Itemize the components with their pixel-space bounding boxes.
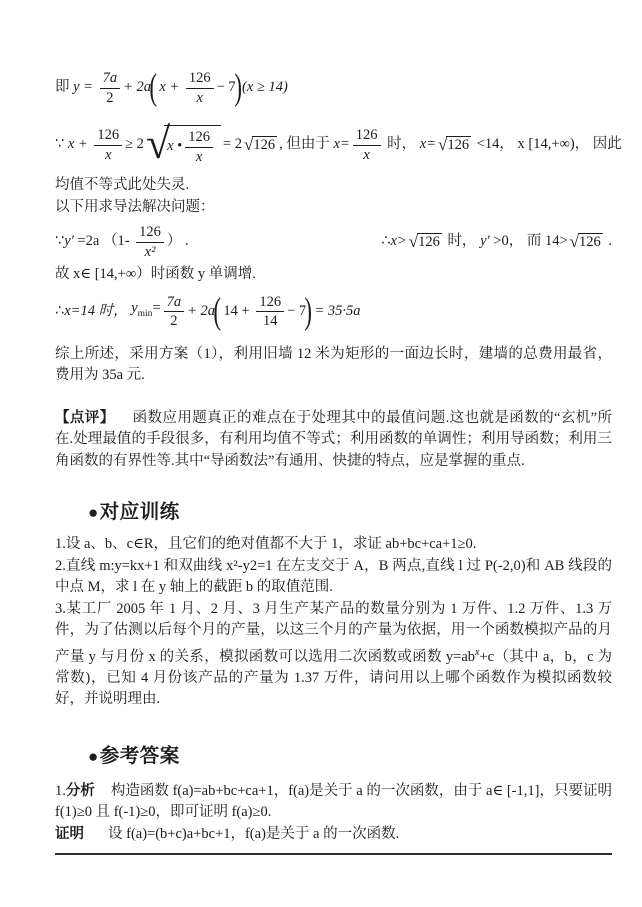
formula-text: <14， x [14,+∞)， 因此 xyxy=(473,136,622,153)
radical-sign-icon: √ xyxy=(437,135,448,155)
fraction xyxy=(136,224,164,259)
formula-text: x= xyxy=(333,136,350,153)
formula-text: =2a （1- xyxy=(77,233,134,250)
formula-text: = xyxy=(152,299,161,316)
radical-sign-icon: √ xyxy=(244,135,254,155)
fraction xyxy=(94,127,122,162)
formula-text: − 7 xyxy=(287,302,307,319)
fraction xyxy=(186,70,214,105)
fraction-denominator: 2 xyxy=(164,311,185,329)
fraction-numerator: 126 xyxy=(139,224,161,241)
fraction-numerator: 126 xyxy=(188,129,210,146)
formula-text: y′ xyxy=(480,233,494,250)
proof-label: 证明 xyxy=(55,825,84,842)
formula-text: ） . xyxy=(166,233,189,250)
fraction xyxy=(185,129,213,164)
item3-text: 3.某工厂 2005 年 1 月、2 月、3 月生产某产品的数量分别为 1 万件、1.2 万件、1.3 万件，为了估测以后每个月的产量，以这三个月的产量为依据，用一个函数模拟产品的月产量 y 与月份 x 的关系，模拟函数可以选用二次函数或函数 y=ab xyxy=(55,600,612,665)
formula-text: (x ≥ 14) xyxy=(241,79,288,96)
formula-cost-function: 即 y = $\frac{7a}{2}$ + 2a ( x + $\frac{126}{x}$ − 7 ) (x ≥ 14) xyxy=(55,67,288,108)
fraction xyxy=(164,294,185,329)
formula-text: x> xyxy=(390,233,407,250)
section-heading-answers xyxy=(55,743,612,770)
formula-text: x=14 时， xyxy=(64,302,132,319)
training-item-2: 2.直线 m:y=kx+1 和双曲线 x²-y2=1 在左支交于 A，B 两点,直线 l 过 P(-2,0)和 AB 线段的中点 M，求 l 在 y 轴上的截距 b 的取值范围. xyxy=(55,557,612,595)
radical: √ x • $\frac{126}{x}$ xyxy=(146,125,221,164)
derivative-right xyxy=(381,231,612,253)
fraction-denominator: 2 xyxy=(100,88,121,106)
answer-proof-paragraph xyxy=(55,824,612,846)
fraction-denominator: x xyxy=(186,88,214,106)
fraction-numerator: 7a xyxy=(102,70,118,87)
fraction-denominator: x xyxy=(353,145,381,163)
formula-text: 即 xyxy=(55,79,74,96)
fraction-denominator: x xyxy=(185,147,213,165)
fraction-denominator: x² xyxy=(136,242,164,260)
formula-text: y xyxy=(131,299,138,316)
formula-text: + 2a xyxy=(123,79,152,96)
fraction-numerator: 7a xyxy=(166,293,182,310)
formula-text: ≥ 2 xyxy=(125,136,144,153)
text-line-derivative-intro: 以下用求导法解决问题： xyxy=(55,198,215,215)
therefore-symbol: ∴ xyxy=(55,302,65,319)
therefore-symbol: ∴ xyxy=(381,233,391,250)
formula-text: . xyxy=(604,233,612,250)
fraction xyxy=(100,70,121,105)
section-title: 参考答案 xyxy=(99,745,180,767)
comment-paragraph xyxy=(55,408,612,473)
fraction-denominator: 14 xyxy=(256,311,284,329)
text-line-amgm-fails: 均值不等式此处失灵. xyxy=(55,177,190,193)
formula-text: >0， 而 14> xyxy=(493,233,568,250)
answer-analysis-paragraph xyxy=(55,781,612,824)
radical-sign-icon: √ xyxy=(408,232,419,252)
radical xyxy=(244,136,277,154)
because-symbol: ∵ xyxy=(55,136,68,153)
formula-text: y = xyxy=(73,79,97,96)
radicand xyxy=(164,125,221,164)
because-symbol: ∵ xyxy=(55,233,65,250)
analysis-label: 分析 xyxy=(65,782,95,799)
formula-text: = 2 xyxy=(222,136,243,153)
radicand: 126 xyxy=(447,137,470,154)
formula-derivative xyxy=(55,220,612,264)
section-heading-training xyxy=(55,499,612,526)
answer-number: 1. xyxy=(55,782,66,799)
fraction xyxy=(353,127,381,162)
radical-sign-icon: √ xyxy=(569,232,579,252)
proof-text: 设 f(a)=(b+c)a+bc+1，f(a)是关于 a 的一次函数. xyxy=(108,825,400,842)
formula-text: − 7 xyxy=(216,79,236,96)
fraction-numerator: 126 xyxy=(97,127,120,144)
formula-text: = 35·5a xyxy=(314,302,361,319)
dot-operator: • xyxy=(177,138,183,155)
radical xyxy=(438,136,471,154)
radicand: 126 xyxy=(253,137,276,154)
formula-amgm xyxy=(55,117,622,173)
item3-exponent: x xyxy=(475,646,480,658)
radical xyxy=(409,233,442,251)
fraction-denominator: x xyxy=(94,145,122,163)
fraction xyxy=(256,294,284,329)
text-line-monotonic: 故 x∈ [14,+∞）时函数 y 单调增. xyxy=(55,266,256,282)
comment-label: 【点评】 xyxy=(55,409,115,426)
comment-text: 函数应用题真正的难点在于处理其中的最值问题.这也就是函数的“玄机”所在.处理最值的手段很多，有利用均值不等式；利用函数的单调性；利用导函数；利用三角函数的有界性等.其中“导函数法”有通用、快捷的特点，应是掌握的重点. xyxy=(55,409,612,469)
formula-text: 时， xyxy=(443,233,481,250)
radical xyxy=(570,233,603,251)
fraction-numerator: 126 xyxy=(355,127,378,144)
formula-text: 时， xyxy=(383,136,420,153)
bullet-icon: ● xyxy=(88,503,99,522)
formula-text: 14 + xyxy=(223,302,254,319)
radicand: 126 xyxy=(579,234,601,251)
fraction-numerator: 126 xyxy=(188,70,211,87)
fraction-numerator: 126 xyxy=(259,293,282,310)
derivative-left xyxy=(55,224,189,259)
conclusion-paragraph: 综上所述，采用方案（1），利用旧墙 12 米为矩形的一面边长时，建墙的总费用最省，费用为 35a 元. xyxy=(55,345,612,383)
formula-text: x + xyxy=(67,136,92,153)
bottom-divider xyxy=(55,853,612,855)
analysis-text: 构造函数 f(a)=ab+bc+ca+1，f(a)是关于 a 的一次函数，由于 a∈ [-1,1]，只要证明 f(1)≥0 且 f(-1)≥0，即可证明 f(a)≥0. xyxy=(55,782,613,821)
section-title: 对应训练 xyxy=(99,502,180,523)
subscript-min: min xyxy=(137,308,153,319)
formula-text: , 但由于 xyxy=(279,136,334,153)
formula-text: x xyxy=(167,138,178,155)
formula-text: + 2a xyxy=(187,302,216,319)
formula-text: x + xyxy=(159,79,183,96)
item3-text: +c（其中 a，b，c 为常数)，已知 4 月份该产品的产量为 1.37 万件，请问用以上哪个函数作为模拟函数较好，并说明理由. xyxy=(55,648,612,708)
formula-text: x= xyxy=(419,136,436,153)
formula-text: y′ xyxy=(64,233,78,250)
radicand: 126 xyxy=(418,234,440,251)
training-item-3 xyxy=(55,599,612,711)
y-min xyxy=(131,298,160,325)
bullet-icon: ● xyxy=(88,746,99,766)
training-item-1: 1.设 a、b、c∈R，且它们的绝对值都不大于 1，求证 ab+bc+ca+1≥0. xyxy=(55,536,477,552)
formula-minimum: ∴ x=14 时， $y_{min}=$ $\frac{7a}{2}$ + 2a ( 14 + $\frac{126}{14}$ − 7 ) = 35·5a xyxy=(55,290,361,332)
